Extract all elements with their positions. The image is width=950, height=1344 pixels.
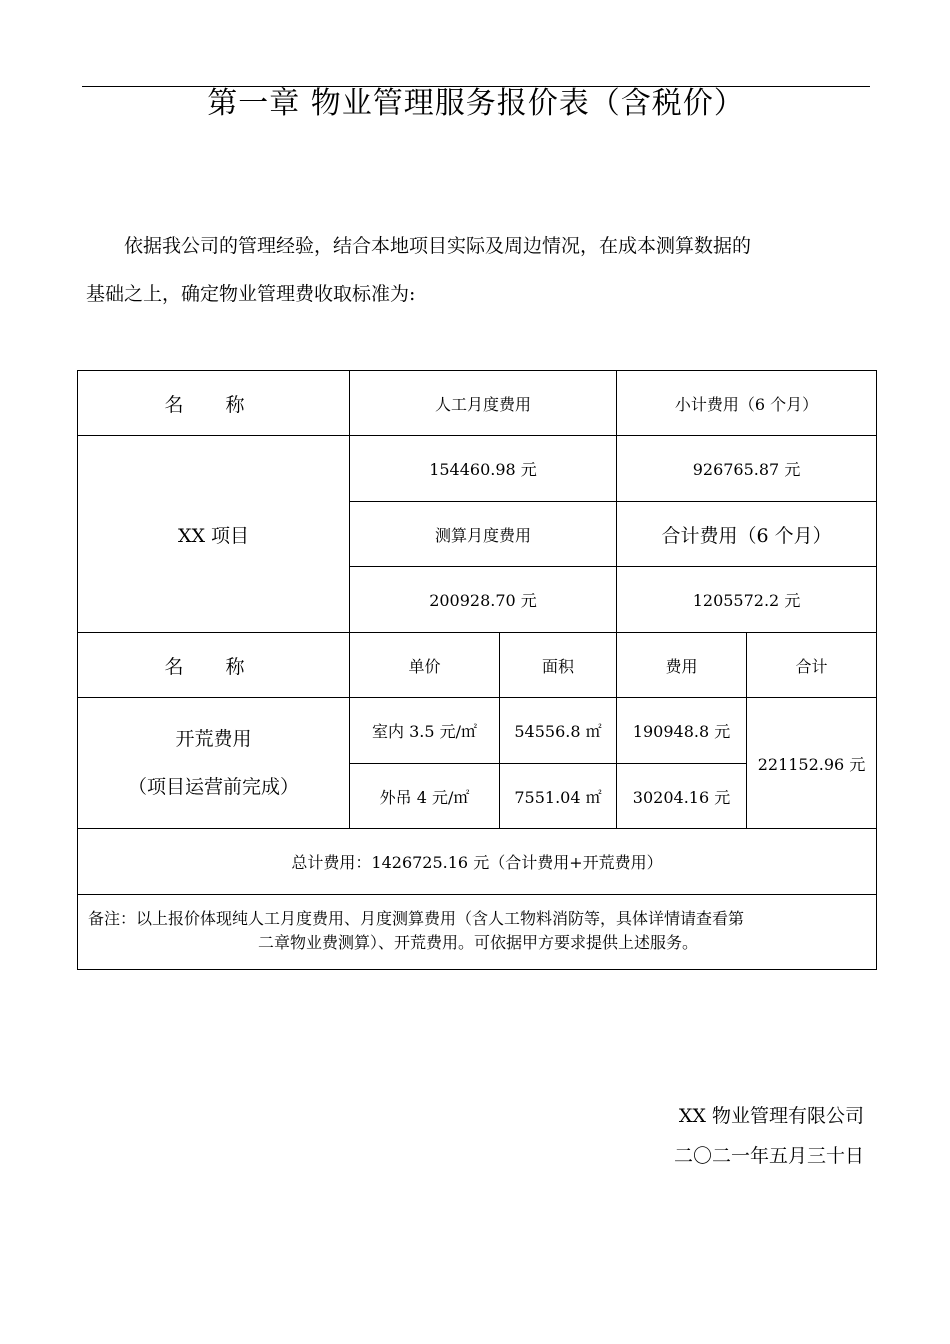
clearing-cost: 190948.8 元 [617, 698, 747, 764]
table-header-row [78, 633, 877, 698]
header-unit-price: 单价 [350, 633, 500, 698]
header-name-cell [78, 371, 350, 436]
remarks-line-1: 备注：以上报价体现纯人工月度费用、月度测算费用（含人工物料消防等，具体详情请查看第 [88, 909, 745, 928]
remarks-line-2: 二章物业费测算）、开荒费用。可依据甲方要求提供上述服务。 [258, 933, 699, 952]
monthly-labor-value: 154460.98 元 [350, 436, 617, 502]
table-right-edge [876, 370, 877, 969]
total-label: 合计费用（6 个月） [617, 502, 877, 567]
subtotal-value: 926765.87 元 [617, 436, 877, 502]
table-row [78, 436, 877, 502]
remarks [78, 895, 877, 970]
signature-block [674, 1096, 864, 1176]
clearing-unit-price: 外吊 4 元/㎡ [350, 764, 500, 829]
company-name: XX 物业管理有限公司 [678, 1105, 864, 1127]
clearing-cost: 30204.16 元 [617, 764, 747, 829]
header2-name-cell [78, 633, 350, 698]
header-sum: 合计 [747, 633, 877, 698]
table-row [78, 698, 877, 764]
clearing-name-line-1: 开荒费用 [175, 728, 252, 750]
intro-line-1: 依据我公司的管理经验，结合本地项目实际及周边情况，在成本测算数据的 [124, 235, 752, 257]
clearing-area: 7551.04 ㎡ [500, 764, 617, 829]
grand-total: 总计费用：1426725.16 元（合计费用+开荒费用） [78, 829, 877, 895]
clearing-name-line-2: （项目运营前完成） [127, 776, 299, 798]
header-area: 面积 [500, 633, 617, 698]
total-value: 1205572.2 元 [617, 567, 877, 633]
header-name: 名 称 [164, 393, 263, 416]
header-subtotal: 小计费用（6 个月） [617, 371, 877, 436]
intro-line-2: 基础之上，确定物业管理费收取标准为: [86, 283, 416, 305]
header-monthly-labor: 人工月度费用 [350, 371, 617, 436]
signature-date: 二〇二一年五月三十日 [673, 1145, 864, 1167]
header2-name: 名 称 [164, 655, 263, 678]
project-name: XX 项目 [78, 436, 350, 633]
page-title: 第一章 物业管理服务报价表（含税价） [207, 86, 745, 121]
clearing-sum: 221152.96 元 [747, 698, 877, 829]
header-cost: 费用 [617, 633, 747, 698]
intro-paragraph [86, 222, 866, 318]
clearing-unit-price: 室内 3.5 元/㎡ [350, 698, 500, 764]
table-header-row [78, 371, 877, 436]
clearing-name [78, 698, 350, 829]
clearing-area: 54556.8 ㎡ [500, 698, 617, 764]
estimate-value: 200928.70 元 [350, 567, 617, 633]
quote-table [77, 370, 877, 970]
table-row [78, 895, 877, 970]
table-row [78, 829, 877, 895]
estimate-label: 测算月度费用 [350, 502, 617, 567]
